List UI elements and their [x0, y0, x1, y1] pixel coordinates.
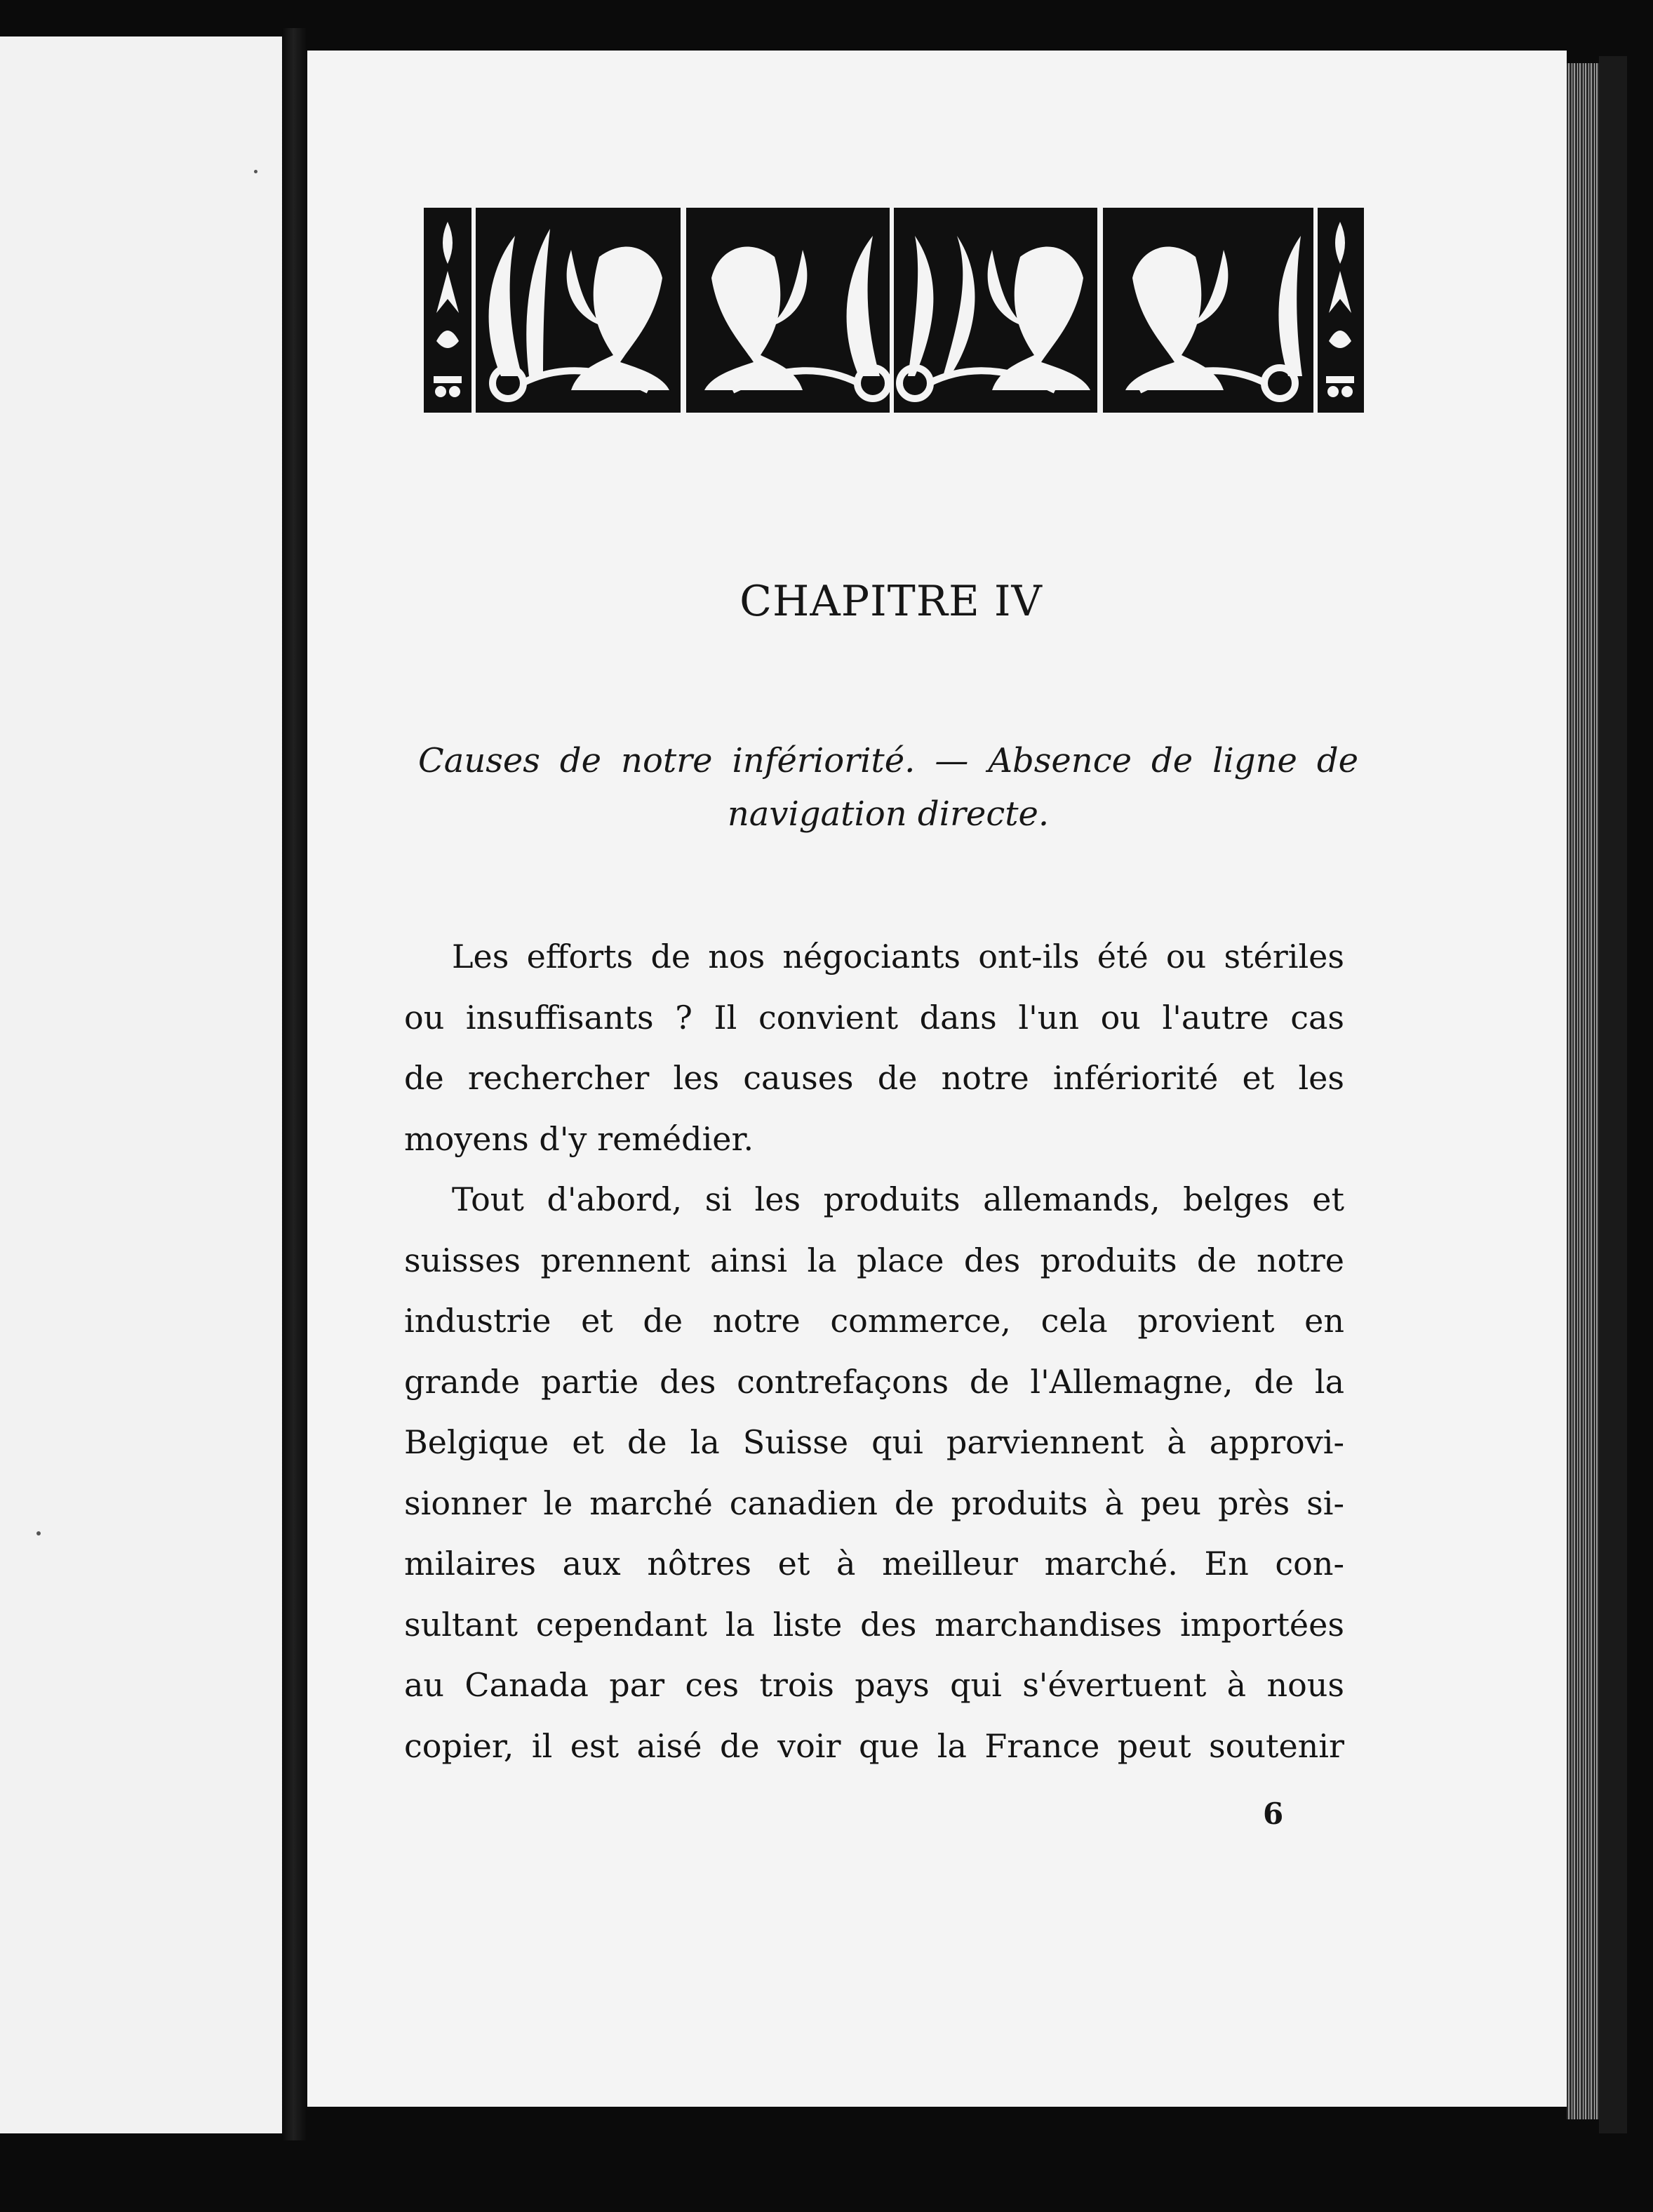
text-line: Tout d'abord, si les produits allemands, belges et	[452, 1180, 1344, 1218]
text-line: milaires aux nôtres et à meilleur marché. En con-	[404, 1545, 1344, 1583]
chapter-subtitle	[418, 734, 1358, 841]
text-line: grande partie des contrefaçons de l'Allemagne, de la	[404, 1362, 1344, 1401]
text-line: sultant cependant la liste des marchandises importées	[404, 1605, 1344, 1644]
text-line: de rechercher les causes de notre infériorité et les	[404, 1059, 1344, 1097]
page-number: 6	[1263, 1797, 1284, 1831]
left-page-blank	[0, 36, 286, 2133]
text-line: Les efforts de nos négociants ont-ils été ou stériles	[452, 938, 1344, 975]
paper-speck	[36, 1531, 41, 1535]
text-line: suisses prennent ainsi la place des produits de notre	[404, 1241, 1344, 1279]
body-paragraphs	[404, 926, 1344, 1776]
book-gutter	[282, 28, 307, 2140]
text-line: moyens d'y remédier.	[404, 1119, 754, 1158]
book-edge-shadow	[1599, 56, 1627, 2133]
chapter-title: CHAPITRE IV	[740, 577, 1043, 626]
text-line: au Canada par ces trois pays qui s'évertuent à nous	[404, 1666, 1344, 1704]
text-line: copier, il est aisé de voir que la France peut soutenir	[404, 1726, 1344, 1765]
griffin-frieze-icon	[424, 208, 1364, 413]
text-line: sionner le marché canadien de produits à peu près si-	[404, 1484, 1344, 1522]
subtitle-line: navigation directe.	[727, 794, 1050, 834]
paper-speck	[254, 170, 257, 173]
subtitle-line: Causes de notre infériorité. — Absence de ligne de	[418, 741, 1358, 780]
page-edges	[1567, 63, 1599, 2119]
text-line: ou insuffisants ? Il convient dans l'un ou l'autre cas	[404, 998, 1344, 1037]
text-line: industrie et de notre commerce, cela provient en	[404, 1302, 1344, 1340]
griffin-ornament-band	[424, 208, 1364, 413]
text-line: Belgique et de la Suisse qui parviennent à approvi-	[404, 1423, 1344, 1461]
